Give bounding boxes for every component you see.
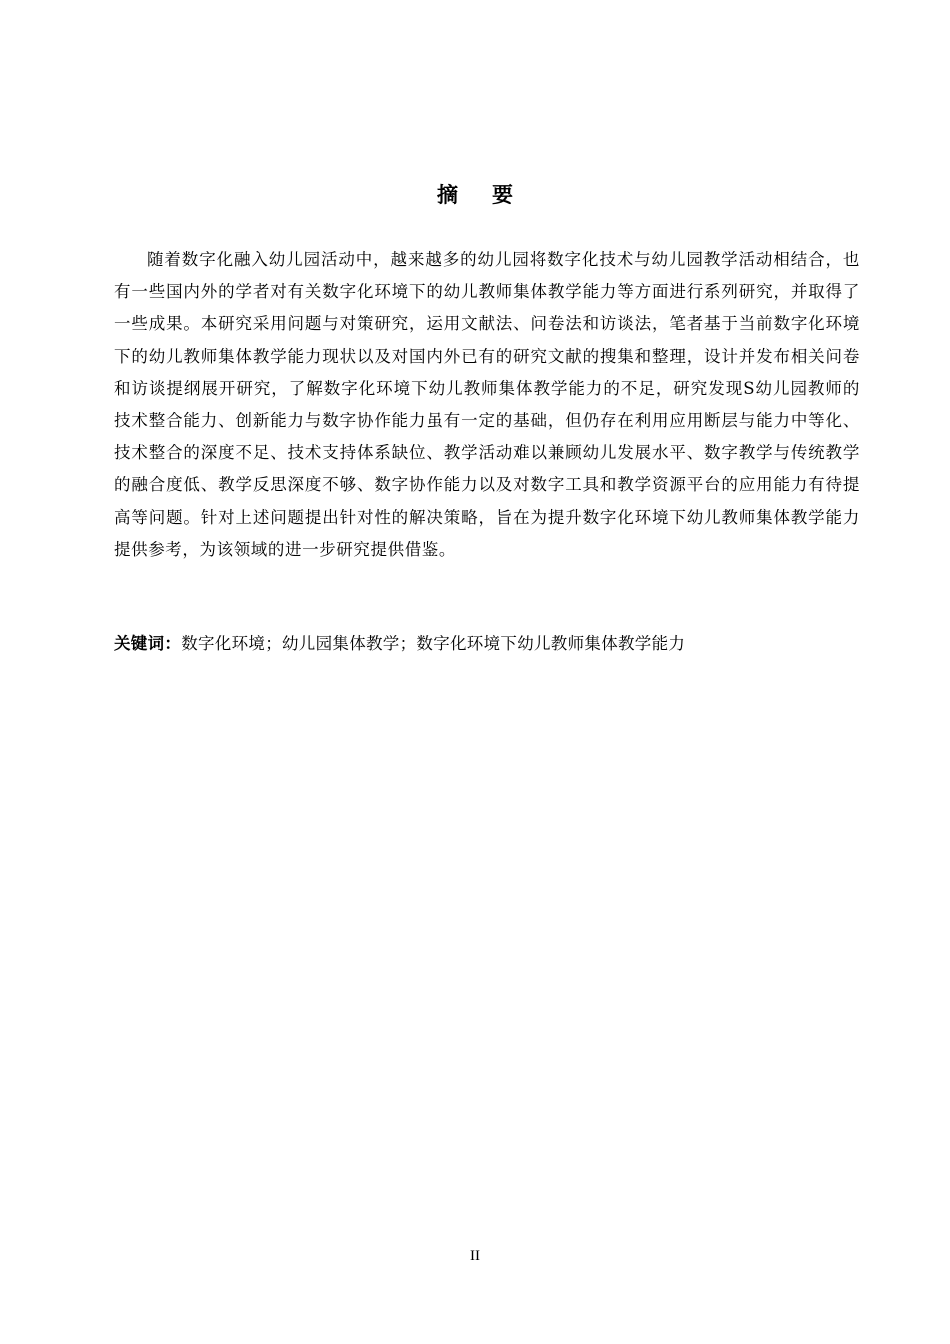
keywords-line [114,629,860,659]
abstract-paragraph: 随着数字化融入幼儿园活动中，越来越多的幼儿园将数字化技术与幼儿园教学活动相结合，也有一些国内外的学者对有关数字化环境下的幼儿教师集体教学能力等方面进行系列研究，并取得了一些成果。本研究采用问题与对策研究，运用文献法、问卷法和访谈法，笔者基于当前数字化环境下的幼儿教师集体教学能力现状以及对国内外已有的研究文献的搜集和整理，设计并发布相关问卷和访谈提纲展开研究，了解数字化环境下幼儿教师集体教学能力的不足，研究发现S幼儿园教师的技术整合能力、创新能力与数字协作能力虽有一定的基础，但仍存在利用应用断层与能力中等化、技术整合的深度不足、技术支持体系缺位、教学活动难以兼顾幼儿发展水平、数字教学与传统教学的融合度低、教学反思深度不够、数字协作能力以及对数字工具和教学资源平台的应用能力有待提高等问题。针对上述问题提出针对性的解决策略，旨在为提升数字化环境下幼儿教师集体教学能力提供参考，为该领域的进一步研究提供借鉴。 [114,250,860,559]
keywords-label: 关键词： [114,634,182,653]
abstract-heading-char-1: 摘 [437,183,458,207]
abstract-heading [0,180,950,210]
page-number: II [470,1248,480,1264]
keywords-text: 数字化环境；幼儿园集体教学；数字化环境下幼儿教师集体教学能力 [181,634,686,653]
abstract-heading-char-2: 要 [492,183,513,207]
